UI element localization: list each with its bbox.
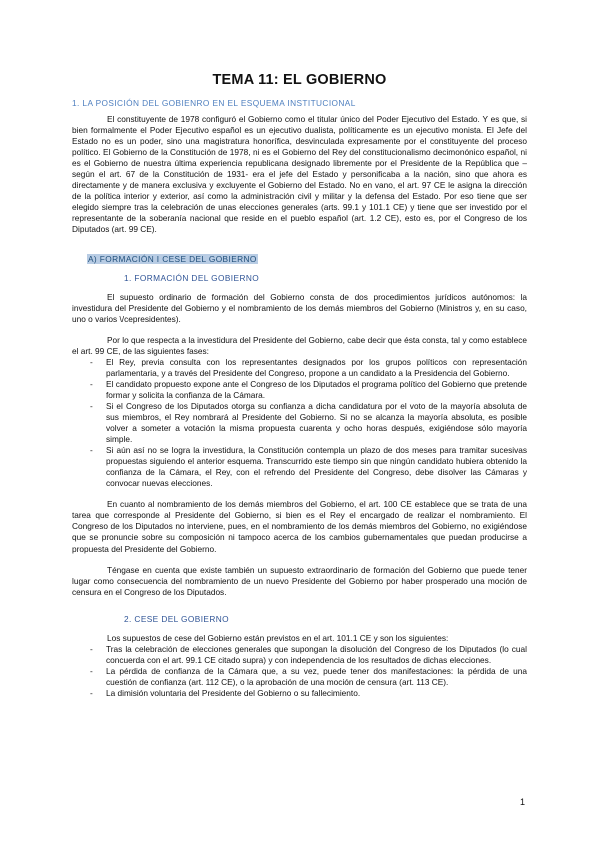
dash-bullet-icon: -	[90, 687, 93, 698]
section-heading-formacion-cese-wrap	[87, 249, 527, 267]
list-item: - El candidato propuesto expone ante el Congreso de los Diputados el programa político del Gobierno que pretende formar y solicita la confianza de la Cámara.	[90, 378, 527, 400]
list-item: - Tras la celebración de elecciones generales que supongan la disolución del Congreso de los Diputados (lo cual concuerda con el art. 99.1 CE citado supra) y con independencia de los resultados de dichas elecciones.	[90, 643, 527, 665]
list-item: - Si el Congreso de los Diputados otorga su confianza a dicha candidatura por el voto de la mayoría absoluta de sus miembros, el Rey nombrará al Presidente del Gobierno. Si no se alcanza la mayoría absoluta, es posible volver a someter a votación la misma propuesta cuarenta y ocho horas después, exigiéndose sólo mayoría simple.	[90, 400, 527, 445]
investidura-phases-list	[72, 357, 527, 490]
list-item: - La dimisión voluntaria del Presidente del Gobierno o su fallecimiento.	[90, 687, 361, 698]
subheading-cese: 2. CESE DEL GOBIERNO	[124, 613, 229, 624]
dash-bullet-icon: -	[90, 378, 93, 389]
document-page	[72, 72, 527, 699]
paragraph-posicion: El constituyente de 1978 configuró el Gobierno como el titular único del Poder Ejecutivo del Estado. Y es que, si bien formalmente el Poder Ejecutivo español es un ejecutivo dualista, políticamente es un ejecutivo monista. El Jefe del Estado no es un poder, sino una magistratura honorífica, desvinculada expresamente por el constituyente del proceso político. El Gobierno de la Constitución de 1978, ni es el Gobierno del Rey del constitucionalismo decimonónico español, ni es el Gobierno de nuestra última experiencia republicana designado libremente por el Presidente de la República que –según el art. 67 de la Constitución de 1931- era el jefe del Estado y personificaba a la nación, sino que ahora es directamente y de manera exclusiva y excluyente el Gobierno del Estado. No en vano, el art. 97 CE le asigna la dirección de la política interior y exterior, así como la administración civil y militar y la defensa del Estado. Por eso tiene que ser elegido siempre tras la celebración de unas elecciones generales (arts. 99.1 y 101.1 CE) y tiene que ser investido por el representante de la soberanía nacional que reside en el pueblo español (art. 1.2 CE), esto es, por el Congreso de los Diputados (art. 99 CE).	[72, 114, 527, 235]
dash-bullet-icon: -	[90, 356, 93, 367]
subheading-formacion: 1. FORMACIÓN DEL GOBIERNO	[124, 272, 260, 283]
paragraph-formacion-3: En cuanto al nombramiento de los demás miembros del Gobierno, el art. 100 CE establece que se trata de una tarea que corresponde al Presidente del Gobierno, si bien es el Rey el encargado de realizar el nombramiento. El Congreso de los Diputados no interviene, pues, en el nombramiento de los demás miembros del Gobierno, no exigiéndose que se pronuncie sobre su composición ni tampoco acerca de los cambios gubernamentales que puedan producirse a propuesta del Presidente del Gobierno.	[72, 499, 527, 554]
dash-bullet-icon: -	[90, 643, 93, 654]
list-item: - Si aún así no se logra la investidura, la Constitución contempla un plazo de dos meses para tramitar sucesivas propuestas siguiendo el anterior esquema. Transcurrido este tiempo sin que ningún candidato hubiera obtenido la confianza de la Cámara, el Rey, con el refrendo del Presidente del Congreso, debe disolver las Cámaras y convocar nuevas elecciones.	[90, 445, 527, 489]
paragraph-formacion-1: El supuesto ordinario de formación del Gobierno consta de dos procedimientos jurídicos autónomos: la investidura del Presidente del Gobierno y el nombramiento de los demás miembros del Gobierno (Ministros y, en su caso, uno o varios \/cepresidentes).	[72, 291, 527, 324]
section-heading-posicion: 1. LA POSICIÓN DEL GOBIENRO EN EL ESQUEMA INSTITUCIONAL	[72, 98, 356, 108]
page-number: 1	[519, 797, 525, 807]
paragraph-cese-intro: Los supuestos de cese del Gobierno están previstos en el art. 101.1 CE y son los siguientes:	[107, 632, 449, 643]
document-title: TEMA 11: EL GOBIERNO	[212, 72, 387, 88]
dash-bullet-icon: -	[90, 400, 93, 411]
list-item: - El Rey, previa consulta con los representantes designados por los grupos políticos con representación parlamentaria, y a través del Presidente del Congreso, propone a un candidato a la Presidencia del Gobierno.	[90, 356, 527, 378]
dash-bullet-icon: -	[90, 445, 93, 456]
list-item: - La pérdida de confianza de la Cámara que, a su vez, puede tener dos manifestaciones: la pérdida de una cuestión de confianza (art. 112 CE), o la aprobación de una moción de censura (art. 113 CE).	[90, 665, 527, 687]
cese-cases-list	[72, 644, 527, 699]
paragraph-formacion-2: Por lo que respecta a la investidura del Presidente del Gobierno, cabe decir que ésta consta, tal y como establece el art. 99 CE, de las siguientes fases:	[72, 334, 527, 356]
section-heading-formacion-cese: A) FORMACIÓN I CESE DEL GOBIERNO	[88, 253, 257, 264]
dash-bullet-icon: -	[90, 665, 93, 676]
paragraph-formacion-4: Téngase en cuenta que existe también un supuesto extraordinario de formación del Gobierno que puede tener lugar como consecuencia del nombramiento de un nuevo Presidente del Gobierno por haber prosperado una moción de censura en el Congreso de los Diputados.	[72, 564, 527, 597]
